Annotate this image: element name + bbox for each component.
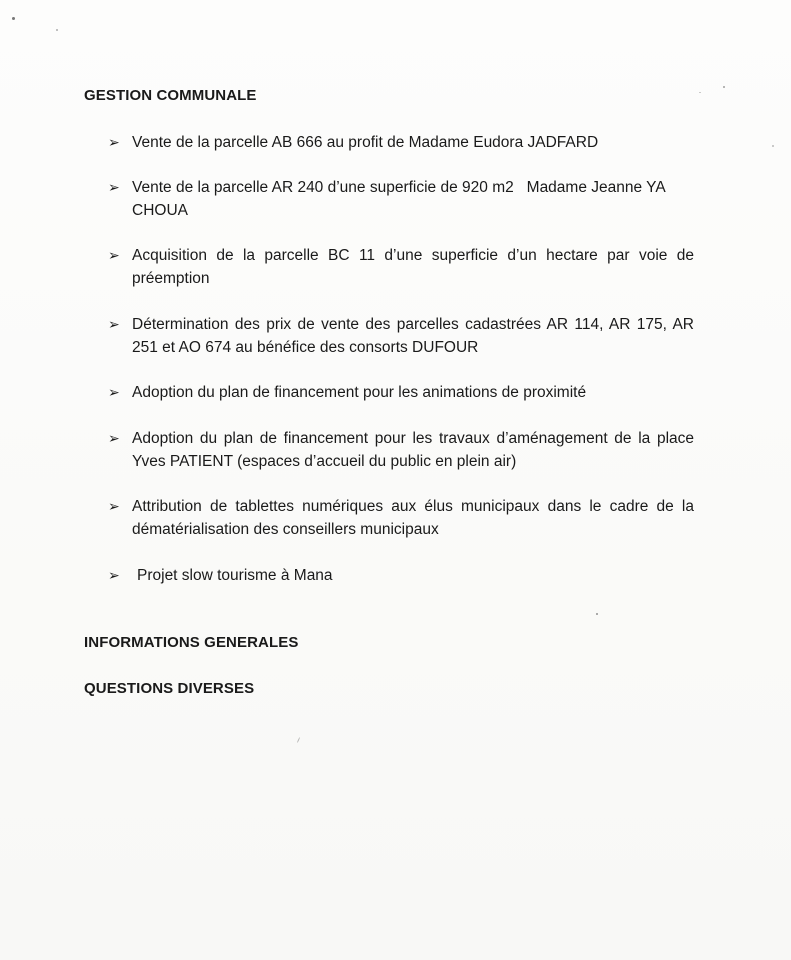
list-item: [108, 244, 694, 290]
list-item-text: Adoption du plan de financement pour les travaux d’aménagement de la place Yves PATIENT (espaces d’accueil du public en plein air): [132, 430, 694, 470]
scan-speck: [56, 29, 58, 31]
scan-speck: [723, 86, 725, 88]
list-item: [108, 564, 333, 587]
list-item: [108, 495, 694, 541]
list-item-text: Détermination des prix de vente des parcelles cadastrées AR 114, AR 175, AR 251 et AO 674 au bénéfice des consorts DUFOUR: [132, 316, 694, 356]
section-heading-informations-generales: INFORMATIONS GENERALES: [84, 634, 299, 651]
list-item-text: Adoption du plan de financement pour les animations de proximité: [132, 384, 587, 401]
scan-speck: [699, 92, 701, 93]
arrowhead-icon: ➢: [108, 179, 120, 195]
arrowhead-icon: ➢: [108, 430, 120, 446]
scan-speck: [596, 613, 598, 615]
scan-speck: [297, 737, 300, 743]
list-item: [108, 313, 694, 359]
list-item: [108, 381, 586, 404]
scan-speck: [772, 145, 774, 147]
arrowhead-icon: ➢: [108, 498, 120, 514]
list-item-text: Vente de la parcelle AB 666 au profit de Madame Eudora JADFARD: [132, 134, 599, 151]
list-item-text: Acquisition de la parcelle BC 11 d’une superficie d’un hectare par voie de préemption: [132, 247, 694, 287]
list-item-text: Projet slow tourisme à Mana: [137, 567, 333, 584]
list-item: [108, 427, 694, 473]
list-item-text: Vente de la parcelle AR 240 d’une superficie de 920 m2 Madame Jeanne YA CHOUA: [132, 179, 670, 219]
section-heading-questions-diverses: QUESTIONS DIVERSES: [84, 680, 255, 697]
arrowhead-icon: ➢: [108, 567, 120, 583]
list-item: [108, 176, 694, 222]
scan-speck: [12, 17, 15, 20]
list-item-text: Attribution de tablettes numériques aux élus municipaux dans le cadre de la dématérialisation des conseillers municipaux: [132, 498, 694, 538]
arrowhead-icon: ➢: [108, 384, 120, 400]
arrowhead-icon: ➢: [108, 134, 120, 150]
arrowhead-icon: ➢: [108, 316, 120, 332]
list-item: [108, 131, 598, 154]
section-heading-gestion-communale: GESTION COMMUNALE: [84, 87, 257, 104]
arrowhead-icon: ➢: [108, 247, 120, 263]
